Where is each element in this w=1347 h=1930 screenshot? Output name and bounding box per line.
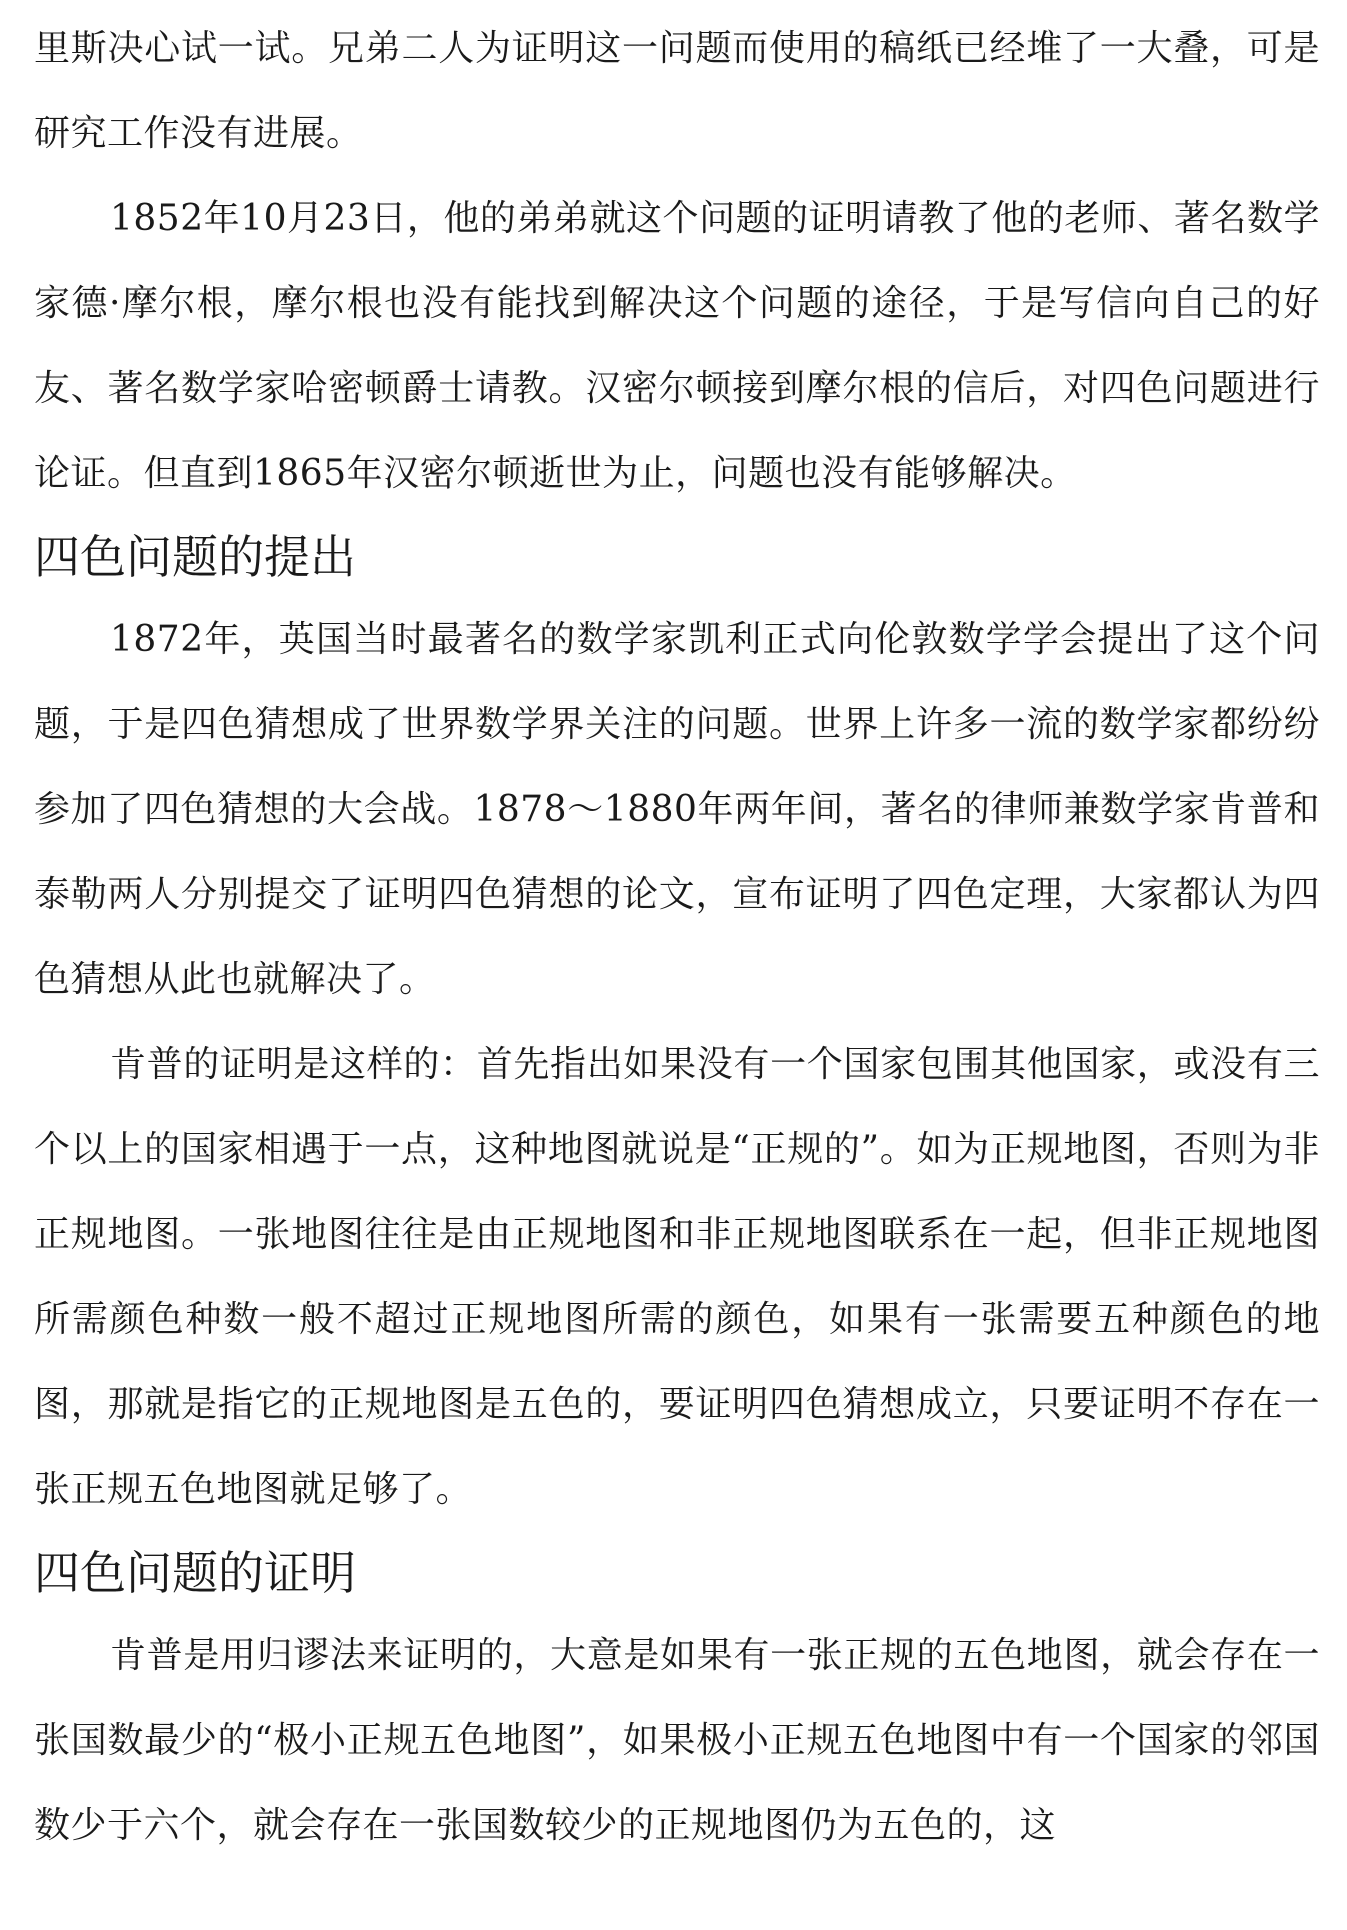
paragraph-kempe-proof-outline: 肯普的证明是这样的：首先指出如果没有一个国家包围其他国家，或没有三个以上的国家相遇于一点，这种地图就说是“正规的”。如为正规地图，否则为非正规地图。一张地图往往是由正规地图和非正规地图联系在一起，但非正规地图所需颜色种数一般不超过正规地图所需的颜色，如果有一张需要五种颜色的地图，那就是指它的正规地图是五色的，要证明四色猜想成立，只要证明不存在一张正规五色地图就足够了。 (34, 1044, 1320, 1510)
document-page (34, 6, 1320, 1868)
section-heading-proof: 四色问题的证明 (34, 1546, 356, 1600)
paragraph-continuation: 里斯决心试一试。兄弟二人为证明这一问题而使用的稿纸已经堆了一大叠，可是研究工作没有进展。 (34, 28, 1320, 154)
paragraph-1872-cayley: 1872年，英国当时最著名的数学家凯利正式向伦敦数学学会提出了这个问题，于是四色猜想成了世界数学界关注的问题。世界上许多一流的数学家都纷纷参加了四色猜想的大会战。1878～1880年两年间，著名的律师兼数学家肯普和泰勒两人分别提交了证明四色猜想的论文，宣布证明了四色定理，大家都认为四色猜想从此也就解决了。 (34, 619, 1320, 1000)
section-heading-proposal: 四色问题的提出 (34, 530, 356, 584)
paragraph-1852-letter: 1852年10月23日，他的弟弟就这个问题的证明请教了他的老师、著名数学家德·摩尔根，摩尔根也没有能找到解决这个问题的途径，于是写信向自己的好友、著名数学家哈密顿爵士请教。汉密尔顿接到摩尔根的信后，对四色问题进行论证。但直到1865年汉密尔顿逝世为止，问题也没有能够解决。 (34, 198, 1320, 494)
paragraph-reductio-proof: 肯普是用归谬法来证明的，大意是如果有一张正规的五色地图，就会存在一张国数最少的“极小正规五色地图”，如果极小正规五色地图中有一个国家的邻国数少于六个，就会存在一张国数较少的正规地图仍为五色的，这 (34, 1635, 1320, 1846)
